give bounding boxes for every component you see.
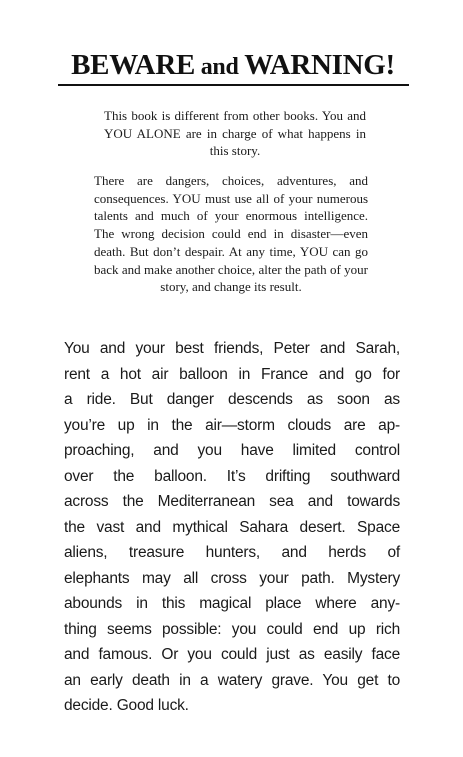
story-line: a ride. But danger descends as soon as bbox=[64, 391, 400, 408]
story-line: an early death in a watery grave. You get to bbox=[64, 671, 400, 689]
warning-paragraph: There are dangers, choices, adventures, and consequences. YOU must use all of your numerous talents and much of your enormous intelligence. The wrong decision could end in disaster—even death. But don’t despair. At any time, YOU can go back and make another choice, alter the path of your story, and change its result. bbox=[94, 173, 368, 295]
story-paragraph bbox=[64, 336, 400, 719]
story-line: aliens, treasure hunters, and herds of bbox=[64, 544, 400, 561]
page-title bbox=[58, 48, 408, 84]
title-warning: WARNING! bbox=[244, 49, 395, 81]
story-line: elephants may all cross your path. Mystery bbox=[64, 569, 400, 587]
intro-paragraph: This book is different from other books. You and YOU ALONE are in charge of what happens in this story. bbox=[104, 108, 366, 159]
story-line: and famous. Or you could just as easily face bbox=[64, 646, 400, 663]
story-line: proaching, and you have limited control bbox=[64, 442, 400, 459]
story-line: thing seems possible: you could end up rich bbox=[64, 620, 400, 638]
story-line: you’re up in the air—storm clouds are ap- bbox=[64, 416, 400, 434]
story-line: abounds in this magical place where any- bbox=[64, 595, 400, 612]
story-line: the vast and mythical Sahara desert. Space bbox=[64, 518, 400, 536]
story-line: rent a hot air balloon in France and go for bbox=[64, 365, 400, 383]
title-beware: BEWARE bbox=[71, 49, 196, 81]
story-line: over the balloon. It’s drifting southward bbox=[64, 467, 400, 485]
title-underline bbox=[58, 84, 409, 86]
story-line: You and your best friends, Peter and Sarah, bbox=[64, 340, 400, 357]
story-line: decide. Good luck. bbox=[64, 697, 189, 714]
story-line: across the Mediterranean sea and towards bbox=[64, 493, 400, 510]
title-and: and bbox=[195, 54, 245, 80]
